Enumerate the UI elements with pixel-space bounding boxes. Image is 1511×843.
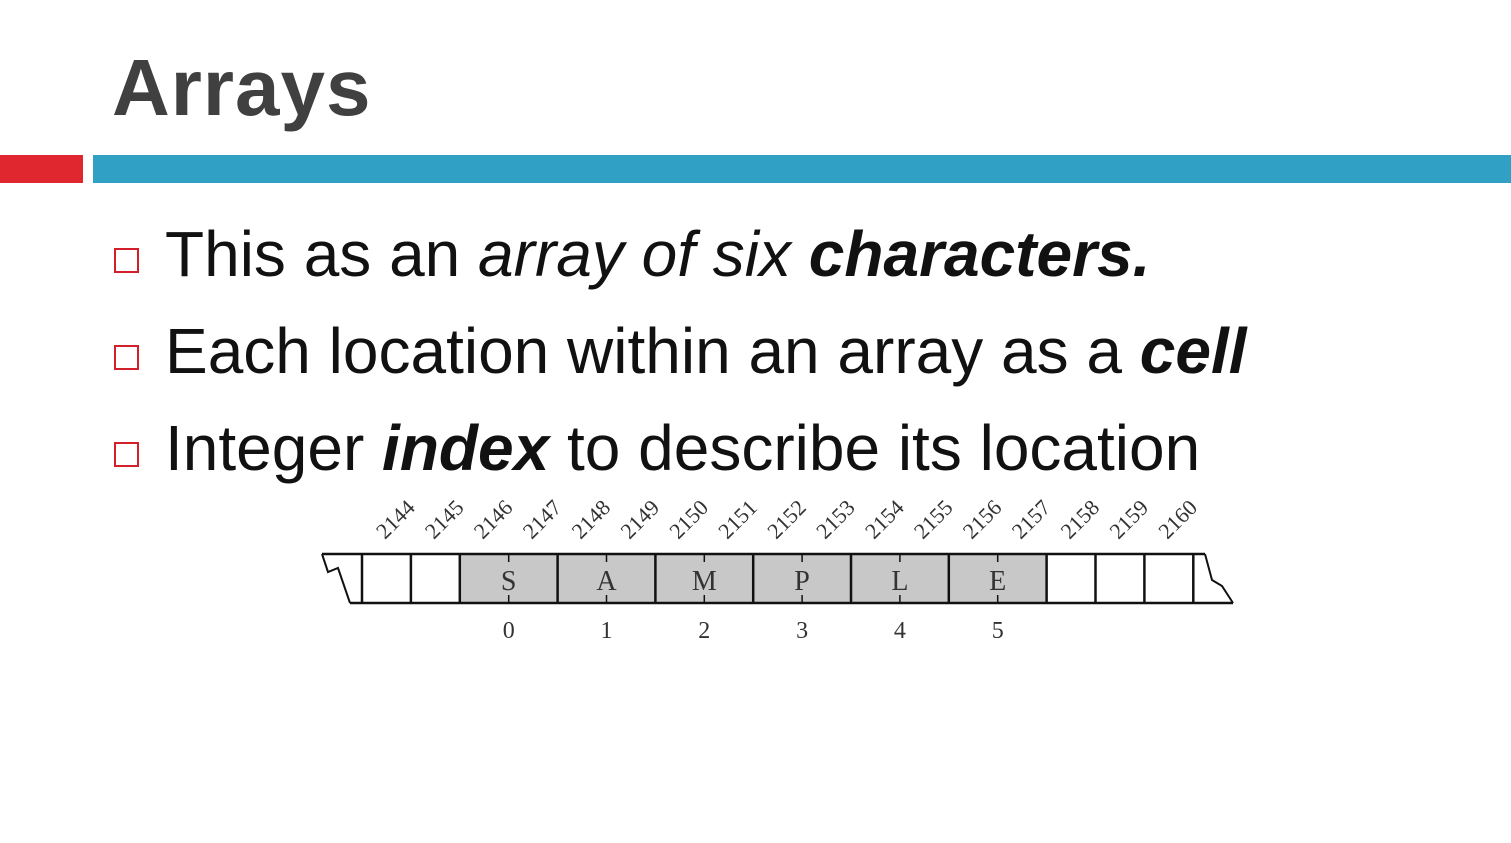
- address-label: 2157: [1006, 494, 1056, 544]
- address-label: 2151: [713, 494, 762, 544]
- index-label: 5: [991, 618, 1004, 644]
- index-label: 2: [698, 618, 711, 644]
- index-labels: [503, 618, 1004, 644]
- address-labels: [371, 495, 1202, 544]
- cell-value: S: [500, 566, 517, 597]
- bullet-text: Each location within an array as a cell: [165, 314, 1247, 387]
- cell-value: E: [989, 566, 1007, 597]
- address-label: 2149: [615, 494, 665, 544]
- index-label: 4: [893, 618, 906, 644]
- address-label: 2156: [957, 494, 1007, 544]
- address-label: 2158: [1055, 494, 1105, 544]
- address-label: 2160: [1153, 494, 1203, 544]
- bullet-text: Integer index to describe its location: [165, 411, 1201, 484]
- bullet-text: This as an array of six characters.: [165, 217, 1151, 290]
- address-label: 2154: [859, 494, 909, 544]
- address-label: 2152: [762, 494, 811, 544]
- index-label: 3: [796, 618, 809, 644]
- index-label: 1: [600, 618, 613, 644]
- cell-value: L: [891, 566, 909, 597]
- address-label: 2150: [664, 494, 714, 544]
- array-cells: [322, 554, 1233, 603]
- address-label: 2155: [908, 494, 958, 544]
- cell-value: P: [794, 566, 810, 597]
- slide-title: Arrays: [112, 43, 372, 132]
- index-label: 0: [502, 618, 515, 644]
- array-torn-right-edge: [1205, 554, 1233, 603]
- address-label: 2147: [517, 494, 567, 544]
- address-label: 2144: [370, 494, 420, 544]
- array-torn-left-edge: [322, 554, 350, 603]
- address-label: 2159: [1104, 494, 1154, 544]
- address-label: 2145: [419, 494, 469, 544]
- address-label: 2153: [810, 494, 860, 544]
- address-label: 2148: [566, 494, 616, 544]
- cell-value: A: [596, 566, 617, 597]
- address-label: 2146: [468, 494, 518, 544]
- cell-value: M: [691, 566, 717, 597]
